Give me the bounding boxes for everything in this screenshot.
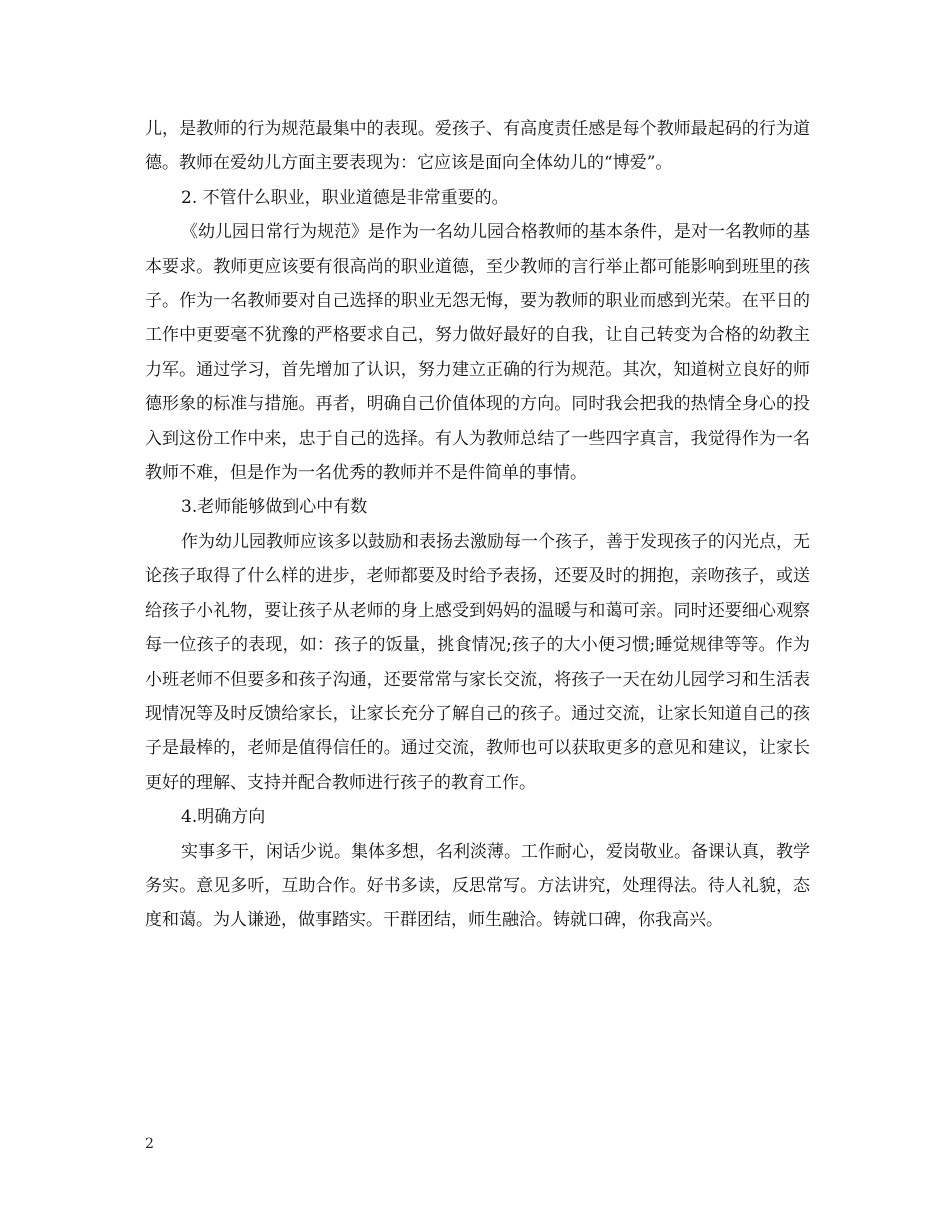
- document-body: [145, 112, 810, 938]
- section-heading-4: 4.明确方向: [181, 807, 266, 828]
- paragraph-code-of-conduct: 《幼儿园日常行为规范》是作为一名幼儿园合格教师的基本条件，是对一名教师的基本要求。教师更应该要有很高尚的职业道德，至少教师的言行举止都可能影响到班里的孩子。作为一名教师要对自己选择的职业无怨无悔，要为教师的职业而感到光荣。在平日的工作中更要毫不犹豫的严格要求自己，努力做好最好的自我，让自己转变为合格的幼教主力军。通过学习，首先增加了认识，努力建立正确的行为规范。其次，知道树立良好的师德形象的标准与措施。再者，明确自己价值体现的方向。同时我会把我的热情全身心的投入到这份工作中来，忠于自己的选择。有人为教师总结了一些四字真言，我觉得作为一名教师不难，但是作为一名优秀的教师并不是件简单的事情。: [145, 222, 810, 484]
- section-heading-3: 3.老师能够做到心中有数: [181, 497, 368, 518]
- paragraph-principles: 实事多干，闲话少说。集体多想，名利淡薄。工作耐心，爱岗敬业。备课认真，教学务实。意见多听，互助合作。好书多读，反思常写。方法讲究，处理得法。待人礼貌，态度和蔼。为人谦逊，做事踏实。干群团结，师生融洽。铸就口碑，你我高兴。: [145, 841, 810, 931]
- paragraph-encouragement: 作为幼儿园教师应该多以鼓励和表扬去激励每一个孩子，善于发现孩子的闪光点，无论孩子取得了什么样的进步，老师都要及时给予表扬，还要及时的拥抱，亲吻孩子，或送给孩子小礼物，要让孩子从老师的身上感受到妈妈的温暖与和蔼可亲。同时还要细心观察每一位孩子的表现，如：孩子的饭量，挑食情况;孩子的大小便习惯;睡觉规律等等。作为小班老师不但要多和孩子沟通，还要常常与家长交流，将孩子一天在幼儿园学习和生活表现情况等及时反馈给家长，让家长充分了解自己的孩子。通过交流，让家长知道自己的孩子是最棒的，老师是值得信任的。通过交流，教师也可以获取更多的意见和建议，让家长更好的理解、支持并配合教师进行孩子的教育工作。: [145, 531, 810, 793]
- paragraph-continuation: 儿，是教师的行为规范最集中的表现。爱孩子、有高度责任感是每个教师最起码的行为道德。教师在爱幼儿方面主要表现为：它应该是面向全体幼儿的“博爱”。: [145, 119, 810, 174]
- page-number: 2: [145, 1136, 154, 1152]
- section-heading-2: 2. 不管什么职业，职业道德是非常重要的。: [181, 187, 509, 208]
